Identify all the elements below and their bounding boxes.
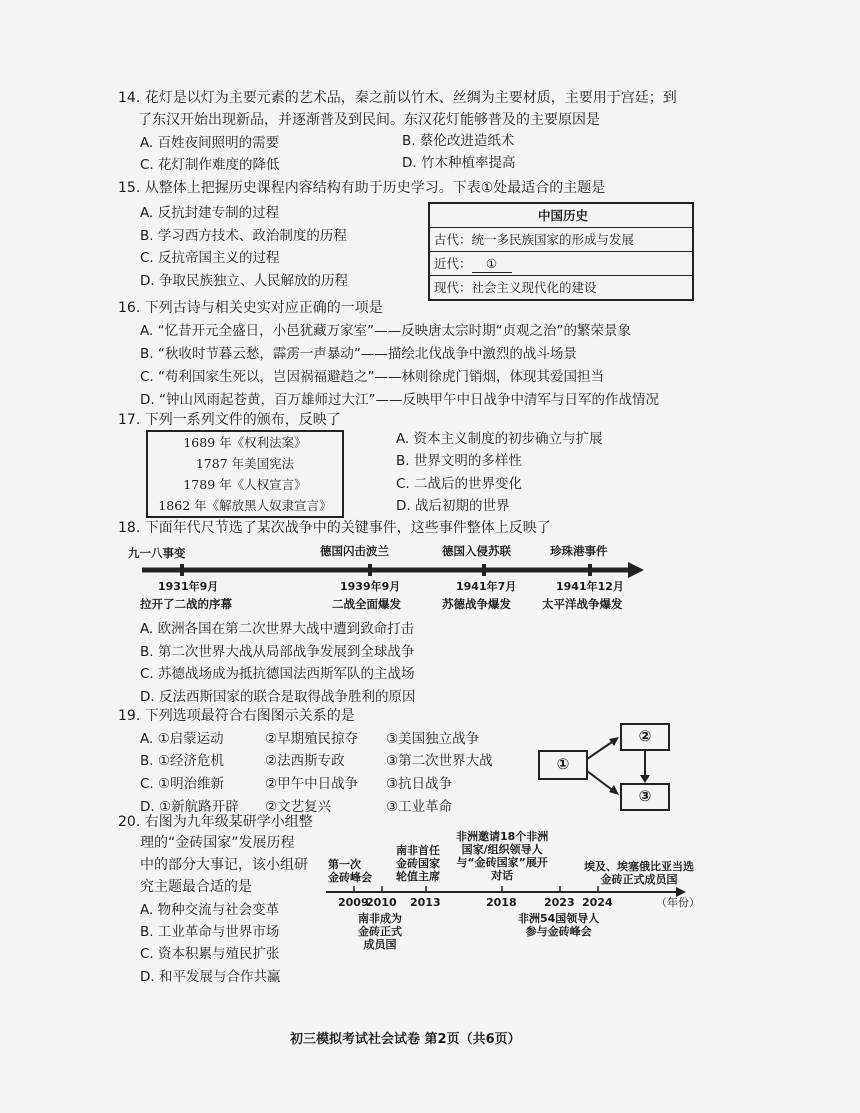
war-timeline: [120, 540, 650, 620]
table-row-modern-label: 近代：: [434, 256, 472, 271]
q14-option-b: B. 蔡伦改进造纸术: [402, 133, 515, 149]
brics-event-2010-line1: 南非成为: [358, 912, 402, 925]
brics-event-2013-line1: 南非首任: [396, 844, 440, 857]
q20-option-b: B. 工业革命与世界市场: [140, 924, 280, 940]
diagram-node-2: ②: [638, 727, 652, 745]
table-row-contemporary: 现代：社会主义现代化的建设: [430, 275, 692, 299]
china-history-table: [428, 202, 694, 301]
document-item: 1787 年美国宪法: [195, 456, 295, 471]
documents-box: [146, 430, 344, 518]
q16-option-d: D. “钟山风雨起苍黄，百万雄师过大江”——反映甲午中日战争中清军与日军的作战情况: [140, 392, 659, 408]
brics-event-2024: [584, 860, 694, 886]
event-ussr-note: 苏德战争爆发: [442, 597, 511, 611]
event-mukden-label: 九一八事变: [128, 546, 186, 560]
q18-option-a: A. 欧洲各国在第二次世界大战中遭到致命打击: [140, 621, 415, 637]
brics-event-2018-line2: 国家/组织领导人: [461, 843, 543, 856]
table-row-modern: [430, 251, 692, 275]
q16-stem: 16. 下列古诗与相关史实对应正确的一项是: [118, 300, 383, 316]
year-unit: （年份）: [656, 896, 700, 909]
q20-stem-line2: 理的“金砖国家”发展历程: [140, 835, 295, 851]
q15-stem: 15. 从整体上把握历史课程内容结构有助于历史学习。下表①处最适合的主题是: [118, 180, 606, 196]
q15-option-c: C. 反抗帝国主义的过程: [140, 250, 280, 266]
brics-event-2018-line1: 非洲邀请18个非洲: [456, 830, 549, 843]
q20-stem-line3: 中的部分大事记，该小组研: [140, 857, 308, 873]
brics-event-2018-line3: 与“金砖国家”展开: [456, 856, 548, 869]
brics-event-2010-line3: 成员国: [363, 938, 397, 951]
q20-stem-line1: 20. 右图为九年级某研学小组整: [118, 814, 313, 830]
brics-event-2009: [328, 858, 372, 884]
brics-event-2010: [358, 912, 402, 951]
diagram-node-3: ③: [638, 787, 652, 805]
relation-diagram: [535, 722, 685, 814]
q18-stem: 18. 下面年代尺节选了某次战争中的关键事件，这些事件整体上反映了: [118, 520, 551, 536]
q17-option-b: B. 世界文明的多样性: [396, 453, 522, 469]
q19-option-b-item1: B. ①经济危机: [140, 753, 224, 769]
q16-option-a: A. “忆昔开元全盛日，小邑犹藏万家室”——反映唐太宗时期“贞观之治”的繁荣景象: [140, 323, 632, 339]
q19-option-b-item3: ③第二次世界大战: [386, 753, 493, 769]
event-poland-date: 1939年9月: [340, 580, 401, 593]
q14-stem-line2: 了东汉开始出现新品，并逐渐普及到民间。东汉花灯能够普及的主要原因是: [138, 112, 600, 128]
q19-option-b-item2: ②法西斯专政: [265, 753, 345, 769]
brics-event-2023: [518, 912, 599, 938]
q15-option-d: D. 争取民族独立、人民解放的历程: [140, 273, 348, 289]
year-2013: 2013: [410, 896, 441, 909]
event-pearl-harbor-note: 太平洋战争爆发: [542, 597, 623, 611]
q20-option-d: D. 和平发展与合作共赢: [140, 969, 281, 985]
document-item: 1862 年《解放黑人奴隶宣言》: [158, 498, 332, 513]
q15-option-b: B. 学习西方技术、政治制度的历程: [140, 228, 347, 244]
brics-event-2023-line1: 非洲54国领导人: [518, 912, 600, 925]
event-mukden-note: 拉开了二战的序幕: [140, 597, 232, 611]
q14-option-c: C. 花灯制作难度的降低: [140, 157, 280, 173]
q17-option-d: D. 战后初期的世界: [396, 498, 510, 514]
q17-stem: 17. 下列一系列文件的颁布，反映了: [118, 412, 341, 428]
q20-option-a: A. 物种交流与社会变革: [140, 902, 280, 918]
q16-option-c: C. “苟利国家生死以，岂因祸福避趋之”——林则徐虎门销烟，体现其爱国担当: [140, 369, 604, 385]
q18-option-d: D. 反法西斯国家的联合是取得战争胜利的原因: [140, 689, 416, 705]
q19-option-c-item3: ③抗日战争: [386, 776, 453, 792]
event-mukden-date: 1931年9月: [158, 580, 219, 593]
brics-event-2013: [396, 844, 440, 883]
brics-event-2009-line2: 金砖峰会: [328, 871, 372, 884]
q19-option-a-item3: ③美国独立战争: [386, 731, 480, 747]
event-pearl-harbor-label: 珍珠港事件: [550, 544, 608, 558]
brics-event-2024-line1: 埃及、埃塞俄比亚当选: [584, 860, 694, 873]
year-2024: 2024: [582, 896, 613, 909]
event-pearl-harbor-date: 1941年12月: [556, 580, 624, 593]
q19-option-a-item1: A. ①启蒙运动: [140, 731, 224, 747]
brics-timeline: [322, 826, 700, 996]
page-footer: 初三模拟考试社会试卷 第2页（共6页）: [290, 1032, 521, 1047]
q15-option-a: A. 反抗封建专制的过程: [140, 205, 280, 221]
brics-event-2009-line1: 第一次: [328, 858, 361, 871]
brics-event-2024-line2: 金砖正式成员国: [600, 873, 678, 886]
event-poland-label: 德国闪击波兰: [320, 544, 389, 558]
brics-event-2018: [456, 830, 548, 882]
brics-event-2023-line2: 参与金砖峰会: [525, 925, 592, 938]
q14-option-d: D. 竹木种植率提高: [402, 155, 516, 171]
q16-option-b: B. “秋收时节暮云愁，霹雳一声暴动”——描绘北伐战争中激烈的战斗场景: [140, 346, 577, 362]
q14-stem-line1: 14. 花灯是以灯为主要元素的艺术品，秦之前以竹木、丝绸为主要材质，主要用于宫廷；到: [118, 90, 677, 106]
q19-option-c-item1: C. ①明治维新: [140, 776, 225, 792]
q19-stem: 19. 下列选项最符合右图图示关系的是: [118, 708, 355, 724]
q17-option-a: A. 资本主义制度的初步确立与扩展: [396, 431, 603, 447]
brics-event-2013-line2: 金砖国家: [396, 857, 440, 870]
q19-option-d-item1: D. ①新航路开辟: [140, 799, 239, 815]
document-item: 1689 年《权利法案》: [183, 435, 307, 450]
year-2010: 2010: [366, 896, 397, 909]
table-blank-1: ①: [472, 256, 512, 273]
q18-option-b: B. 第二次世界大战从局部战争发展到全球战争: [140, 644, 415, 660]
year-2023: 2023: [544, 896, 575, 909]
q20-stem-line4: 究主题最合适的是: [140, 879, 252, 895]
event-ussr-date: 1941年7月: [456, 580, 517, 593]
year-2009: 2009: [338, 896, 369, 909]
brics-event-2018-line4: 对话: [491, 869, 514, 882]
q19-option-c-item2: ②甲午中日战争: [265, 776, 359, 792]
diagram-node-1: ①: [556, 755, 570, 773]
q18-option-c: C. 苏德战场成为抵抗德国法西斯军队的主战场: [140, 666, 415, 682]
q19-option-d-item2: ②文艺复兴: [265, 799, 332, 815]
year-2018: 2018: [486, 896, 517, 909]
brics-event-2013-line3: 轮值主席: [396, 870, 440, 883]
q14-option-a: A. 百姓夜间照明的需要: [140, 135, 280, 151]
document-item: 1789 年《人权宣言》: [183, 477, 307, 492]
q19-option-a-item2: ②早期殖民掠夺: [265, 731, 359, 747]
brics-event-2010-line2: 金砖正式: [358, 925, 402, 938]
event-poland-note: 二战全面爆发: [332, 597, 401, 611]
table-header: 中国历史: [537, 208, 588, 223]
q19-option-d-item3: ③工业革命: [386, 799, 453, 815]
q20-option-c: C. 资本积累与殖民扩张: [140, 946, 280, 962]
q17-option-c: C. 二战后的世界变化: [396, 476, 523, 492]
table-row-ancient: 古代：统一多民族国家的形成与发展: [430, 227, 692, 251]
event-ussr-label: 德国入侵苏联: [442, 544, 511, 558]
